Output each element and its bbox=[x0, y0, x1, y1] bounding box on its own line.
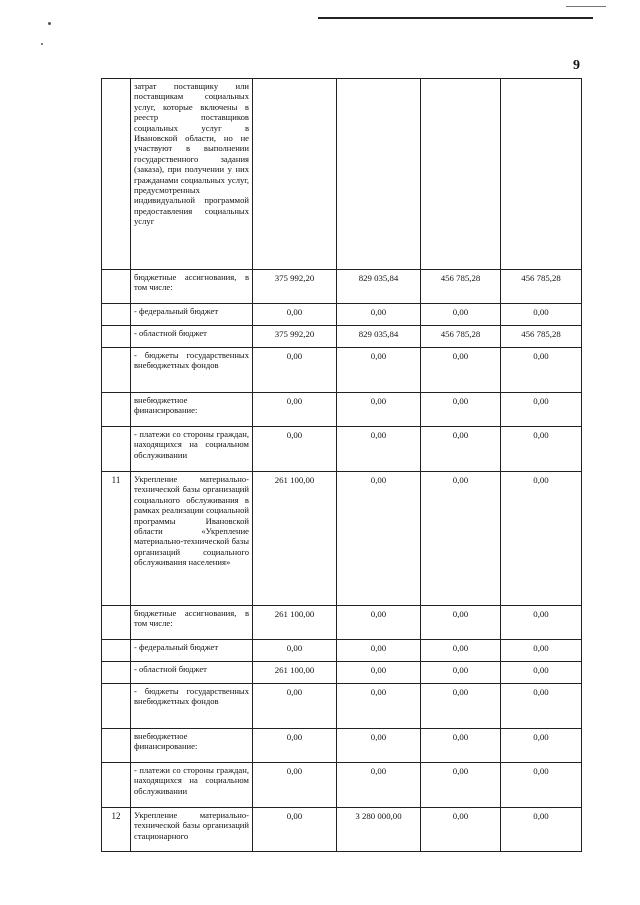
table-row bbox=[102, 606, 582, 640]
value-cell: 375 992,20 bbox=[253, 270, 337, 304]
value-cell bbox=[337, 79, 421, 270]
table-row bbox=[102, 729, 582, 763]
row-number bbox=[102, 393, 131, 427]
value-cell: 375 992,20 bbox=[253, 326, 337, 348]
value-cell: 829 035,84 bbox=[337, 326, 421, 348]
row-number bbox=[102, 662, 131, 684]
row-number bbox=[102, 606, 131, 640]
value-cell bbox=[253, 79, 337, 270]
value-cell: 0,00 bbox=[337, 304, 421, 326]
table-row bbox=[102, 808, 582, 852]
row-description: - бюджеты государственных внебюджетных фондов bbox=[131, 684, 253, 729]
row-number bbox=[102, 684, 131, 729]
value-cell: 0,00 bbox=[421, 393, 501, 427]
value-cell: 0,00 bbox=[501, 348, 582, 393]
value-cell: 0,00 bbox=[337, 763, 421, 808]
value-cell: 0,00 bbox=[421, 662, 501, 684]
value-cell: 0,00 bbox=[501, 427, 582, 472]
value-cell: 0,00 bbox=[337, 606, 421, 640]
value-cell: 0,00 bbox=[421, 763, 501, 808]
table-row bbox=[102, 393, 582, 427]
value-cell: 0,00 bbox=[337, 348, 421, 393]
row-description: внебюджетное финансирование: bbox=[131, 729, 253, 763]
value-cell: 0,00 bbox=[337, 662, 421, 684]
table-row bbox=[102, 79, 582, 270]
value-cell: 0,00 bbox=[421, 640, 501, 662]
value-cell: 0,00 bbox=[253, 684, 337, 729]
value-cell: 0,00 bbox=[501, 304, 582, 326]
value-cell: 0,00 bbox=[253, 348, 337, 393]
value-cell: 0,00 bbox=[501, 640, 582, 662]
row-number bbox=[102, 427, 131, 472]
value-cell: 0,00 bbox=[421, 729, 501, 763]
table-row bbox=[102, 684, 582, 729]
value-cell: 0,00 bbox=[501, 662, 582, 684]
value-cell: 0,00 bbox=[421, 808, 501, 852]
row-number: 11 bbox=[102, 472, 131, 606]
value-cell: 0,00 bbox=[501, 729, 582, 763]
value-cell: 456 785,28 bbox=[501, 270, 582, 304]
table-row bbox=[102, 270, 582, 304]
value-cell: 0,00 bbox=[421, 304, 501, 326]
budget-table bbox=[101, 78, 582, 852]
value-cell: 0,00 bbox=[501, 684, 582, 729]
value-cell: 261 100,00 bbox=[253, 472, 337, 606]
row-number bbox=[102, 729, 131, 763]
value-cell: 0,00 bbox=[501, 393, 582, 427]
value-cell: 0,00 bbox=[421, 472, 501, 606]
table-row bbox=[102, 348, 582, 393]
value-cell: 0,00 bbox=[337, 640, 421, 662]
value-cell: 0,00 bbox=[253, 729, 337, 763]
row-description: затрат поставщику или поставщикам социальных услуг, которые включены в реестр поставщиков социальных услуг в Ивановской области, но не участвуют в выполнении государственного задания (заказа), при получении у них гражданами социальных услуг, предусмотренных индивидуальной программой предоставления социальных услуг bbox=[131, 79, 253, 270]
row-description: - платежи со стороны граждан, находящихся на социальном обслуживании bbox=[131, 427, 253, 472]
value-cell: 0,00 bbox=[501, 606, 582, 640]
value-cell: 0,00 bbox=[337, 684, 421, 729]
page-number: 9 bbox=[573, 58, 580, 73]
row-description: - федеральный бюджет bbox=[131, 640, 253, 662]
row-description: - областной бюджет bbox=[131, 326, 253, 348]
value-cell: 0,00 bbox=[421, 606, 501, 640]
value-cell: 0,00 bbox=[421, 427, 501, 472]
top-rule-short bbox=[566, 6, 606, 7]
table-row bbox=[102, 763, 582, 808]
value-cell: 456 785,28 bbox=[421, 270, 501, 304]
value-cell: 0,00 bbox=[337, 393, 421, 427]
scan-speck bbox=[41, 43, 43, 45]
row-description: Укрепление материально-технической базы организаций социального обслуживания в рамках реализации социальной программы Ивановской области «Укрепление материально-технической базы организаций социального обслуживания населения» bbox=[131, 472, 253, 606]
table-row bbox=[102, 326, 582, 348]
table-row bbox=[102, 472, 582, 606]
row-number bbox=[102, 270, 131, 304]
value-cell: 0,00 bbox=[421, 348, 501, 393]
value-cell: 3 280 000,00 bbox=[337, 808, 421, 852]
scan-speck bbox=[48, 22, 51, 25]
row-number bbox=[102, 348, 131, 393]
row-description: бюджетные ассигнования, в том числе: bbox=[131, 270, 253, 304]
value-cell: 0,00 bbox=[253, 763, 337, 808]
value-cell: 0,00 bbox=[501, 472, 582, 606]
row-number bbox=[102, 326, 131, 348]
value-cell: 0,00 bbox=[253, 808, 337, 852]
table-body bbox=[102, 79, 582, 852]
table-row bbox=[102, 304, 582, 326]
value-cell bbox=[501, 79, 582, 270]
value-cell: 0,00 bbox=[337, 472, 421, 606]
value-cell: 0,00 bbox=[501, 763, 582, 808]
row-description: - платежи со стороны граждан, находящихся на социальном обслуживании bbox=[131, 763, 253, 808]
row-number bbox=[102, 640, 131, 662]
row-number bbox=[102, 79, 131, 270]
row-number bbox=[102, 763, 131, 808]
top-rule bbox=[318, 17, 593, 19]
row-description: внебюджетное финансирование: bbox=[131, 393, 253, 427]
row-description: - областной бюджет bbox=[131, 662, 253, 684]
table-row bbox=[102, 427, 582, 472]
value-cell: 829 035,84 bbox=[337, 270, 421, 304]
table-row bbox=[102, 640, 582, 662]
value-cell: 0,00 bbox=[253, 640, 337, 662]
value-cell: 0,00 bbox=[501, 808, 582, 852]
value-cell: 0,00 bbox=[253, 393, 337, 427]
value-cell bbox=[421, 79, 501, 270]
value-cell: 456 785,28 bbox=[501, 326, 582, 348]
row-description: - федеральный бюджет bbox=[131, 304, 253, 326]
row-description: - бюджеты государственных внебюджетных фондов bbox=[131, 348, 253, 393]
value-cell: 0,00 bbox=[337, 729, 421, 763]
row-description: бюджетные ассигнования, в том числе: bbox=[131, 606, 253, 640]
table-row bbox=[102, 662, 582, 684]
row-description: Укрепление материально-технической базы организаций стационарного bbox=[131, 808, 253, 852]
value-cell: 261 100,00 bbox=[253, 662, 337, 684]
row-number: 12 bbox=[102, 808, 131, 852]
value-cell: 261 100,00 bbox=[253, 606, 337, 640]
value-cell: 0,00 bbox=[337, 427, 421, 472]
row-number bbox=[102, 304, 131, 326]
value-cell: 0,00 bbox=[253, 304, 337, 326]
value-cell: 456 785,28 bbox=[421, 326, 501, 348]
value-cell: 0,00 bbox=[253, 427, 337, 472]
value-cell: 0,00 bbox=[421, 684, 501, 729]
